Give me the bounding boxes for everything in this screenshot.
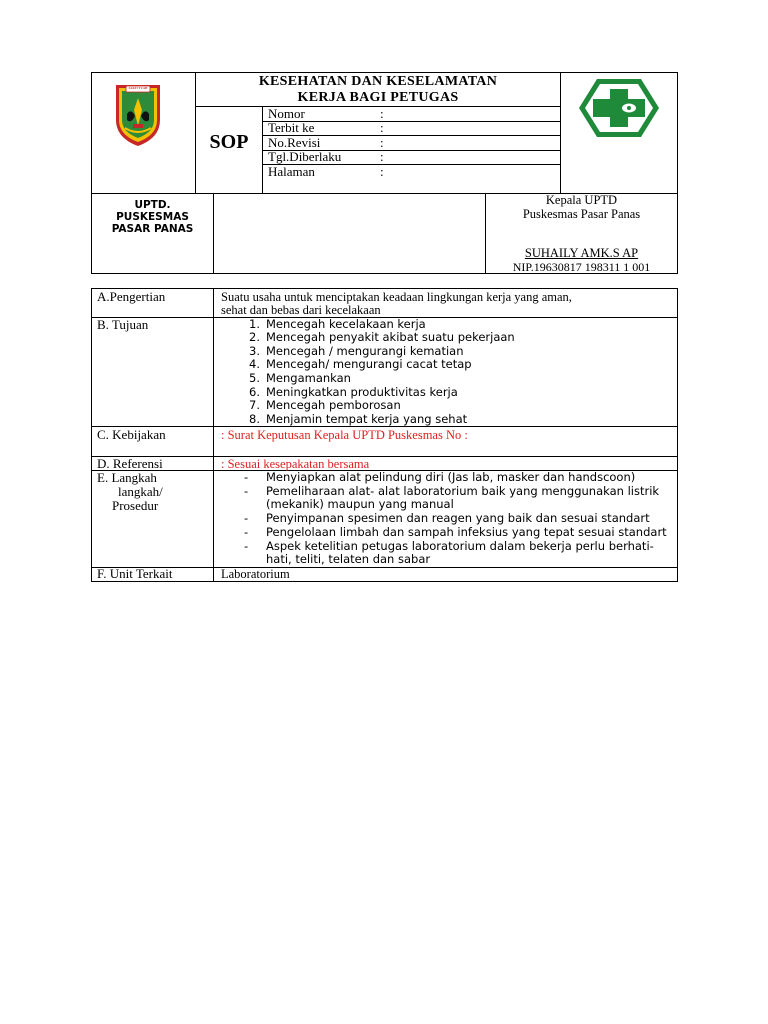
- unit-text: Laboratorium: [221, 567, 290, 581]
- section-label-pengertian: A.Pengertian: [97, 289, 166, 304]
- list-bullet: -: [244, 539, 249, 553]
- section-label-prosedur-line1: E. Langkah: [97, 470, 157, 485]
- document-title-line1: KESEHATAN DAN KESELAMATAN: [258, 74, 498, 89]
- meta-label-halaman: Halaman: [268, 164, 315, 179]
- org-name-line1: UPTD.: [134, 199, 171, 211]
- list-item: Menyiapkan alat pelindung diri (Jas lab, masker dan handscoon): [266, 470, 636, 484]
- head-nip: NIP.19630817 198311 1 001: [512, 260, 651, 274]
- head-title-line1: Kepala UPTD: [545, 193, 618, 207]
- org-name-line3: PASAR PANAS: [111, 223, 194, 235]
- head-title-line2: Puskesmas Pasar Panas: [522, 207, 641, 221]
- referensi-text: : Sesuai kesepakatan bersama: [221, 457, 370, 471]
- section-label-tujuan: B. Tujuan: [97, 317, 149, 332]
- head-name: SUHAILY AMK.S AP: [524, 246, 639, 260]
- meta-label-diberlaku: Tgl.Diberlaku: [268, 149, 342, 164]
- meta-colon: :: [380, 135, 384, 150]
- list-item: Mencegah kecelakaan kerja: [266, 317, 426, 331]
- list-item-number: 3.: [249, 344, 260, 358]
- list-item-number: 7.: [249, 398, 260, 412]
- list-item: Menjamin tempat kerja yang sehat: [266, 412, 468, 426]
- list-bullet: -: [244, 470, 249, 484]
- list-item-number: 6.: [249, 385, 260, 399]
- meta-label-nomor: Nomor: [268, 106, 305, 121]
- section-label-prosedur-line2: langkah/: [118, 484, 163, 499]
- meta-colon: :: [380, 149, 384, 164]
- list-bullet: -: [244, 484, 249, 498]
- list-item: Mencegah / mengurangi kematian: [266, 344, 464, 358]
- meta-colon: :: [380, 106, 384, 121]
- document-title-line2: KERJA BAGI PETUGAS: [297, 90, 459, 105]
- section-label-referensi: D. Referensi: [97, 456, 163, 471]
- list-bullet: -: [244, 525, 249, 539]
- kebijakan-text: : Surat Keputusan Kepala UPTD Puskesmas No :: [221, 428, 468, 442]
- list-item: Mengamankan: [266, 371, 351, 385]
- list-item-number: 5.: [249, 371, 260, 385]
- list-item: Mencegah penyakit akibat suatu pekerjaan: [266, 330, 515, 344]
- section-label-kebijakan: C. Kebijakan: [97, 427, 166, 442]
- puskesmas-cross-icon: [577, 77, 661, 139]
- meta-label-revisi: No.Revisi: [268, 135, 321, 150]
- list-item: Mencegah/ mengurangi cacat tetap: [266, 357, 472, 371]
- meta-colon: :: [380, 164, 384, 179]
- pengertian-text-line2: sehat dan bebas dari kecelakaan: [221, 303, 381, 317]
- sop-label: SOP: [209, 131, 249, 153]
- list-item: Meningkatkan produktivitas kerja: [266, 385, 458, 399]
- list-item: Pemeliharaan alat- alat laboratorium baik yang menggunakan listrik: [266, 484, 660, 498]
- meta-colon: :: [380, 120, 384, 135]
- list-item: Aspek ketelitian petugas laboratorium dalam bekerja perlu berhati-: [266, 539, 654, 553]
- org-name-line2: PUSKESMAS: [116, 211, 189, 223]
- list-item-number: 4.: [249, 357, 260, 371]
- list-item-number: 1.: [249, 317, 260, 331]
- list-item: Mencegah pemborosan: [266, 398, 401, 412]
- list-item-number: 8.: [249, 412, 260, 426]
- list-item: Pengelolaan limbah dan sampah infeksius yang tepat sesuai standart: [266, 525, 667, 539]
- meta-label-terbit: Terbit ke: [268, 120, 315, 135]
- list-item-continuation: hati, teliti, telaten dan sabar: [266, 552, 431, 566]
- emblem-banner-text: SAKTI TUAH: [128, 86, 148, 90]
- list-item-continuation: (mekanik) maupun yang manual: [266, 497, 454, 511]
- section-label-unit: F. Unit Terkait: [97, 566, 173, 581]
- list-item-number: 2.: [249, 330, 260, 344]
- pengertian-text-line1: Suatu usaha untuk menciptakan keadaan lingkungan kerja yang aman,: [221, 290, 572, 304]
- list-bullet: -: [244, 511, 249, 525]
- list-item: Penyimpanan spesimen dan reagen yang baik dan sesuai standart: [266, 511, 650, 525]
- section-label-prosedur-line3: Prosedur: [112, 498, 159, 513]
